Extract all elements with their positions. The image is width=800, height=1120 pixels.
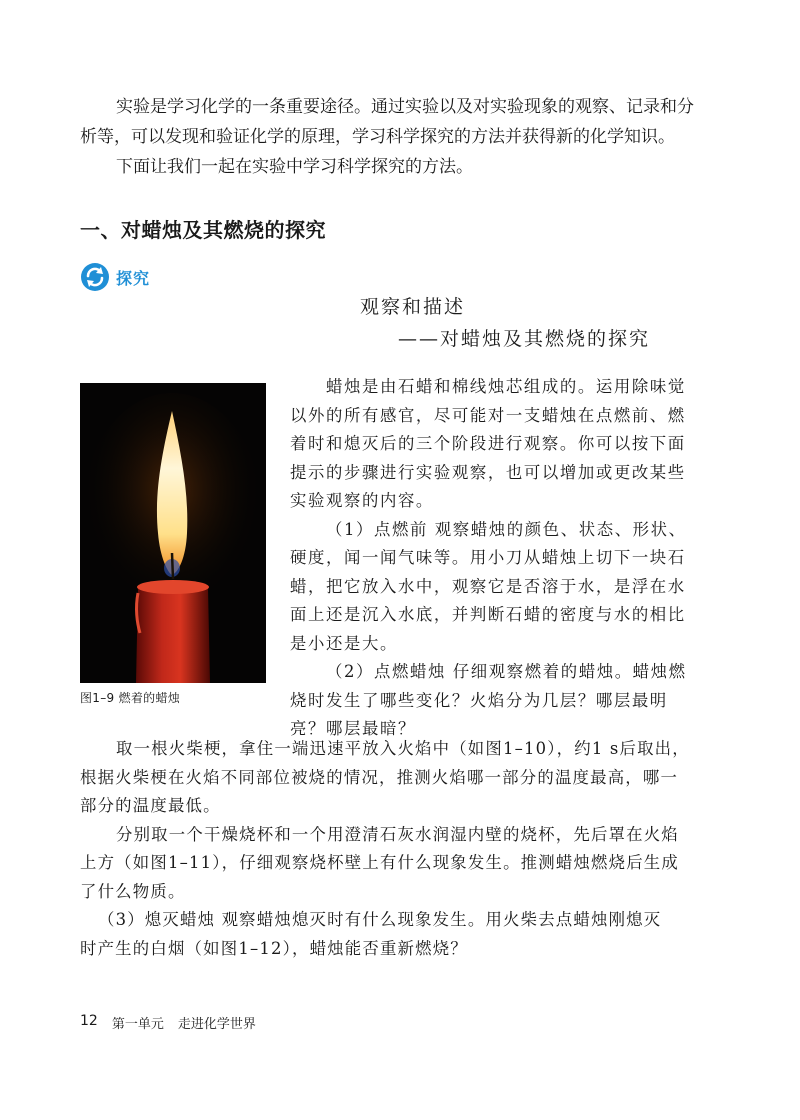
page-number: 12 — [80, 1013, 98, 1029]
text-line: 烧时发生了哪些变化？火焰分为几层？哪层最明 — [290, 690, 668, 710]
text-line: 了什么物质。 — [80, 881, 186, 901]
text-line: 上方（如图1–11），仔细观察烧杯壁上有什么现象发生。推测蜡烛燃烧后生成 — [80, 853, 679, 872]
unit-label: 第一单元 — [111, 1017, 164, 1032]
text-line: 是小还是大。 — [290, 633, 398, 653]
unit-title: 走进化学世界 — [177, 1017, 256, 1032]
intro-paragraph — [80, 92, 720, 182]
text-line: 根据火柴梗在火焰不同部位被烧的情况，推测火焰哪一部分的温度最高，哪一 — [80, 767, 679, 787]
text-line: 时产生的白烟（如图1–12），蜡烛能否重新燃烧？ — [80, 938, 468, 958]
intro-line-2: 析等，可以发现和验证化学的原理，学习科学探究的方法并获得新的化学知识。 — [80, 127, 675, 147]
activity-subtitle: ——对蜡烛及其燃烧的探究 — [398, 328, 651, 350]
explore-label: 探究 — [116, 268, 151, 288]
intro-line-3: 下面让我们一起在实验中学习科学探究的方法。 — [116, 157, 473, 177]
text-line: 以外的所有感官，尽可能对一支蜡烛在点燃前、燃 — [290, 405, 686, 425]
text-line: 分别取一个干燥烧杯和一个用澄清石灰水润湿内壁的烧杯，先后罩在火焰 — [116, 824, 679, 844]
activity-title: 观察和描述 — [360, 296, 466, 318]
candle-photo — [80, 383, 266, 683]
step-1-line: （1）点燃前 观察蜡烛的颜色、状态、形状、 — [326, 519, 687, 539]
intro-line-1: 实验是学习化学的一条重要途径。通过实验以及对实验现象的观察、记录和分 — [116, 97, 694, 117]
burning-candle-image — [80, 383, 266, 683]
text-line: 实验观察的内容。 — [290, 491, 434, 510]
text-line: 蜡，把它放入水中，观察它是否溶于水，是浮在水 — [290, 576, 686, 596]
right-column-text — [290, 373, 722, 744]
page-footer — [80, 1013, 256, 1032]
section-title: 一、对蜡烛及其燃烧的探究 — [80, 218, 326, 242]
step-2-line: （2）点燃蜡烛 仔细观察燃着的蜡烛。蜡烛燃 — [326, 662, 687, 681]
figure-caption: 图1–9 燃着的蜡烛 — [80, 691, 181, 705]
text-line: 蜡烛是由石蜡和棉线烛芯组成的。运用除味觉 — [326, 377, 686, 396]
text-line: 硬度，闻一闻气味等。用小刀从蜡烛上切下一块石 — [290, 548, 686, 567]
text-line: 亮？哪层最暗？ — [290, 719, 416, 738]
step-3-line: （3）熄灭蜡烛 观察蜡烛熄灭时有什么现象发生。用火柴去点蜡烛刚熄灭 — [98, 910, 662, 929]
full-width-text — [80, 735, 720, 963]
text-line: 取一根火柴梗，拿住一端迅速平放入火焰中（如图1–10），约1 s后取出， — [116, 739, 690, 758]
text-line: 部分的温度最低。 — [80, 796, 221, 815]
explore-marker — [80, 262, 150, 292]
text-line: 提示的步骤进行实验观察，也可以增加或更改某些 — [290, 462, 686, 482]
text-line: 面上还是沉入水底，并判断石蜡的密度与水的相比 — [290, 605, 686, 624]
text-line: 着时和熄灭后的三个阶段进行观察。你可以按下面 — [290, 434, 686, 453]
explore-cycle-icon — [80, 262, 110, 292]
